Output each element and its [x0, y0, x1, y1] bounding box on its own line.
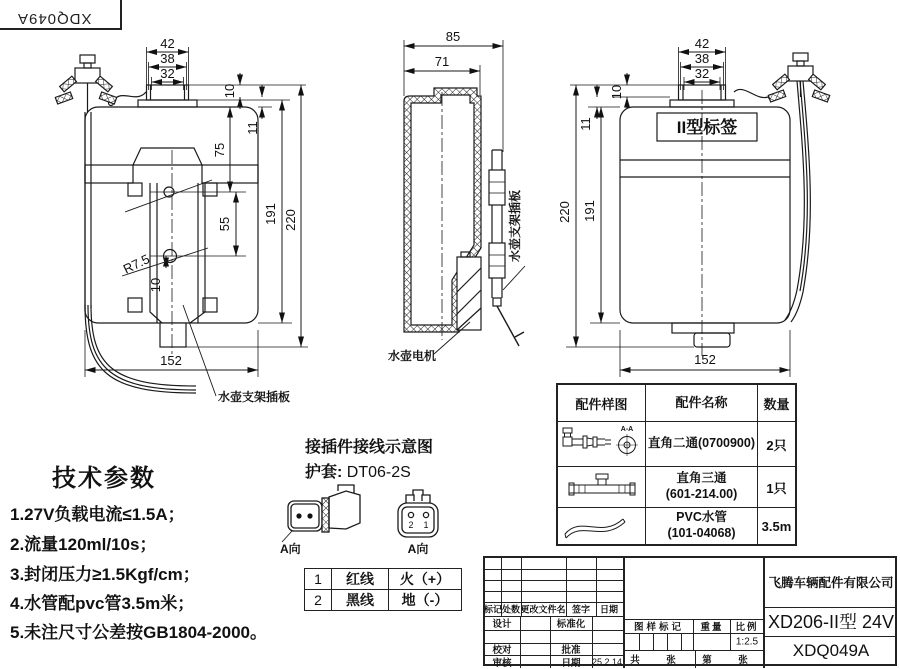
- grid-line: [520, 616, 521, 668]
- front-bracket-label: 水壶支架插板: [218, 390, 291, 404]
- right-dim-152: 152: [694, 352, 716, 367]
- front-dim-10: 10: [222, 83, 237, 99]
- scale-label: 比例: [735, 622, 759, 633]
- tech-param-item: 4.水管配pvc管3.5m米；: [10, 594, 195, 613]
- wire-num: 1: [305, 569, 332, 590]
- side-bracket-label: 水壶支架插板: [508, 189, 522, 262]
- front-view: [55, 36, 308, 404]
- drawing-number: XDQ049A: [792, 641, 870, 660]
- wire-color: 红线: [332, 569, 389, 590]
- front-dim-55: 55: [217, 216, 232, 232]
- grid-line: [485, 591, 623, 592]
- title-block: [483, 556, 897, 669]
- right-type-label: II型标签: [676, 118, 738, 137]
- right-dim-191: 191: [582, 200, 597, 222]
- page-label: 第: [702, 655, 712, 666]
- part-name-line2: (101-04068): [667, 526, 736, 540]
- grid-line: [485, 580, 623, 581]
- sleeve-label: 护套:: [305, 464, 343, 481]
- section-a-a-label: A-A: [620, 426, 633, 433]
- right-dim-10: 10: [609, 84, 624, 100]
- grid-line: [566, 558, 567, 616]
- divider: [623, 558, 625, 668]
- elbow-fitting-drawing: [558, 422, 646, 466]
- header-name: 配件名称: [646, 385, 758, 421]
- rev-header-filename: 更改文件名: [520, 604, 566, 615]
- motor-block: [457, 252, 481, 330]
- wire-color: 黑线: [332, 590, 389, 611]
- grid-line: [681, 633, 682, 650]
- side-dim-71: 71: [434, 54, 450, 69]
- part-name-line2: (601-214.00): [665, 487, 738, 501]
- date-value: 25.2.14: [591, 657, 623, 667]
- part-name-line1: 直角二通(0700900): [648, 436, 755, 451]
- rev-header-signature: 签字: [571, 604, 591, 615]
- grid-line: [693, 619, 694, 650]
- part-name: [646, 508, 758, 544]
- front-dim-75: 75: [212, 142, 227, 158]
- part-qty: 3.5m: [761, 518, 792, 534]
- approve-label: 批准: [561, 645, 581, 656]
- sprayer-nozzle-right: [768, 53, 829, 102]
- tee-fitting-drawing: [558, 467, 646, 507]
- right-dim-32: 32: [694, 66, 710, 81]
- grid-line: [765, 636, 897, 637]
- view-a-label-right: A向: [407, 542, 429, 556]
- tech-params-title: 技术参数: [52, 465, 156, 492]
- side-section-view: [388, 29, 525, 363]
- connector-section-title: 接插件接线示意图: [305, 439, 434, 456]
- right-dim-220: 220: [557, 201, 572, 223]
- grid-line: [639, 633, 640, 650]
- parts-row-elbow: [558, 421, 795, 466]
- right-dim-38: 38: [694, 51, 710, 66]
- front-dim-inner-10: 10: [148, 277, 163, 293]
- front-dim-38: 38: [160, 51, 175, 66]
- wiring-table: [304, 568, 462, 611]
- connector-face-view: [398, 490, 438, 537]
- wiring-row: [305, 569, 462, 590]
- grid-line: [625, 633, 763, 634]
- right-view: [557, 36, 830, 377]
- check-label: 校对: [492, 645, 512, 656]
- sheet-word: 张: [666, 655, 676, 666]
- sleeve-value: DT06-2S: [346, 464, 411, 481]
- side-dim-85: 85: [445, 29, 461, 44]
- sprayer-nozzle: [55, 55, 116, 112]
- drawing-mark-label: 图样标记: [633, 622, 685, 633]
- connector-sleeve-line: [305, 459, 411, 482]
- tech-param-item: 3.封闭压力≥1.5Kgf/cm；: [10, 565, 200, 584]
- part-qty: 2只: [766, 437, 787, 453]
- pin-number-2: 2: [408, 520, 414, 530]
- front-radius-callout: R7.5: [120, 251, 153, 277]
- right-dim-42: 42: [694, 36, 710, 51]
- parts-row-tube: [558, 507, 795, 544]
- parts-row-tee: [558, 466, 795, 507]
- part-qty: 1只: [766, 480, 787, 496]
- corner-drawing-number-stamp: [0, 0, 122, 30]
- grid-line: [485, 630, 623, 631]
- scale-value: 1:2.5: [735, 636, 759, 648]
- grid-line: [485, 569, 623, 570]
- part-name: [646, 467, 758, 507]
- rev-header-count: 处数: [501, 604, 521, 615]
- pvc-tube-drawing: [558, 508, 646, 544]
- divider: [763, 558, 765, 668]
- header-qty: 数量: [763, 396, 790, 412]
- audit-label: 审核: [492, 658, 512, 669]
- part-name-line1: PVC水管: [676, 510, 727, 525]
- wire-signal: 地（-）: [389, 590, 462, 611]
- date-label: 日期: [561, 658, 581, 669]
- front-dim-191: 191: [263, 203, 278, 225]
- tech-param-item: 2.流量120ml/10s；: [10, 535, 157, 554]
- tech-param-item: 1.27V负载电流≤1.5A；: [10, 505, 185, 524]
- tech-param-item: 5.未注尺寸公差按GB1804-2000。: [10, 623, 267, 642]
- total-label: 共: [630, 655, 640, 666]
- part-name: [646, 422, 758, 466]
- wire-num: 2: [305, 590, 332, 611]
- product-model: XD206-II型 24V: [767, 612, 895, 632]
- front-dim-42: 42: [160, 36, 175, 51]
- company-name: 飞腾车辆配件有限公司: [768, 576, 894, 590]
- front-dim-32: 32: [160, 66, 175, 81]
- sheet-word: 张: [738, 655, 748, 666]
- standardize-label: 标准化: [556, 619, 586, 630]
- front-dim-11: 11: [245, 121, 260, 135]
- parts-table: [556, 383, 797, 546]
- side-motor-label: 水壶电机: [388, 349, 437, 363]
- grid-line: [730, 619, 731, 650]
- rev-header-date: 日期: [599, 604, 619, 615]
- rev-header-mark: 标记: [483, 604, 503, 615]
- grid-line: [667, 633, 668, 650]
- part-name-line1: 直角三通: [676, 471, 727, 486]
- wire-signal: 火（+）: [389, 569, 462, 590]
- view-a-label-left: A向: [280, 542, 301, 556]
- front-dim-152: 152: [160, 353, 182, 368]
- parts-table-header: [558, 385, 795, 421]
- weight-label: 重量: [700, 622, 724, 633]
- grid-line: [550, 616, 551, 668]
- grid-line: [596, 558, 597, 616]
- wiring-row: [305, 590, 462, 611]
- grid-line: [625, 650, 763, 651]
- grid-line: [653, 633, 654, 650]
- header-sample: 配件样图: [558, 385, 646, 421]
- right-dim-11: 11: [578, 117, 593, 131]
- grid-line: [695, 650, 696, 668]
- design-label: 设计: [492, 619, 512, 630]
- pin-number-1: 1: [423, 520, 429, 530]
- front-dim-220: 220: [283, 209, 298, 231]
- corner-drawing-number: XDQ049A: [16, 10, 92, 27]
